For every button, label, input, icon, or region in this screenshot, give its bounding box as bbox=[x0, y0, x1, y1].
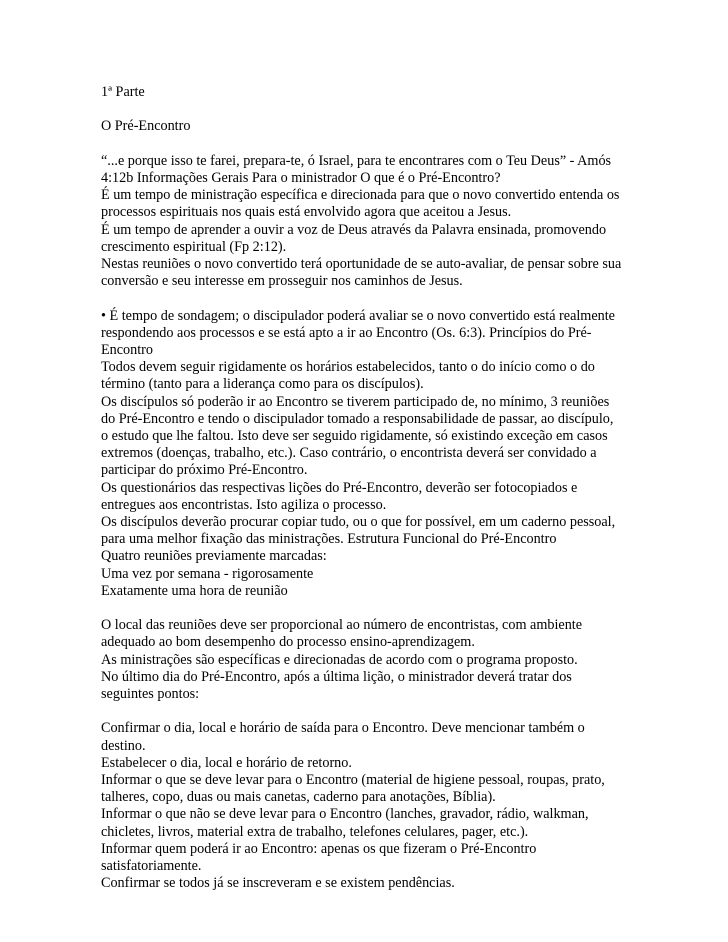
text-line: Estabelecer o dia, local e horário de retorno. bbox=[101, 754, 352, 771]
text-line: entregues aos encontristas. Isto agiliza o processo. bbox=[101, 496, 387, 513]
text-line: para uma melhor fixação das ministrações. Estrutura Funcional do Pré-Encontro bbox=[101, 531, 557, 548]
document-page bbox=[101, 84, 681, 892]
text-line: No último dia do Pré-Encontro, após a última lição, o ministrador deverá tratar dos bbox=[101, 668, 572, 685]
text-line: É um tempo de ministração específica e direcionada para que o novo convertido entenda os bbox=[101, 187, 620, 204]
text-line: conversão e seu interesse em prosseguir nos caminhos de Jesus. bbox=[101, 273, 463, 290]
text-line: Os questionários das respectivas lições do Pré-Encontro, deverão ser fotocopiados e bbox=[101, 479, 578, 496]
text-line: É um tempo de aprender a ouvir a voz de Deus através da Palavra ensinada, promovendo bbox=[101, 221, 607, 238]
blank-line bbox=[101, 290, 681, 307]
text-line: Informar quem poderá ir ao Encontro: apenas os que fizeram o Pré-Encontro bbox=[101, 840, 537, 857]
text-line: Uma vez por semana - rigorosamente bbox=[101, 565, 314, 582]
text-line: Quatro reuniões previamente marcadas: bbox=[101, 548, 327, 565]
text-line: O local das reuniões deve ser proporcional ao número de encontristas, com ambiente bbox=[101, 617, 583, 634]
text-line: destino. bbox=[101, 737, 146, 754]
text-line: processos espirituais nos quais está envolvido agora que aceitou a Jesus. bbox=[101, 204, 512, 221]
blank-line bbox=[101, 136, 681, 153]
text-line: satisfatoriamente. bbox=[101, 858, 202, 875]
blank-line bbox=[101, 600, 681, 617]
text-line: do Pré-Encontro e tendo o discipulador tomado a responsabilidade de passar, ao discípulo, bbox=[101, 410, 614, 427]
text-line: • É tempo de sondagem; o discipulador poderá avaliar se o novo convertido está realmente bbox=[101, 307, 615, 324]
text-line: Exatamente uma hora de reunião bbox=[101, 582, 288, 599]
text-line: Confirmar se todos já se inscreveram e se existem pendências. bbox=[101, 875, 455, 892]
text-line: o estudo que lhe faltou. Isto deve ser seguido rigidamente, só existindo exceção em casos bbox=[101, 428, 608, 445]
text-line: Informar o que se deve levar para o Encontro (material de higiene pessoal, roupas, prato, bbox=[101, 772, 605, 789]
text-line: Todos devem seguir rigidamente os horários estabelecidos, tanto o do início como o do bbox=[101, 359, 595, 376]
text-line: Encontro bbox=[101, 342, 154, 358]
text-line: término (tanto para a liderança como para os discípulos). bbox=[101, 376, 424, 393]
text-line: As ministrações são específicas e direcionadas de acordo com o programa proposto. bbox=[101, 651, 578, 668]
text-line: Os discípulos só poderão ir ao Encontro se tiverem participado de, no mínimo, 3 reuniões bbox=[101, 393, 610, 410]
text-line: Informar o que não se deve levar para o Encontro (lanches, gravador, rádio, walkman, bbox=[101, 806, 589, 823]
text-line: extremos (doenças, trabalho, etc.). Caso contrário, o encontrista deverá ser convidado a bbox=[101, 445, 597, 462]
text-line: seguintes pontos: bbox=[101, 686, 200, 703]
text-line: respondendo aos processos e se está apto a ir ao Encontro (Os. 6:3). Princípios do Pré- bbox=[101, 324, 592, 341]
text-line: Confirmar o dia, local e horário de saída para o Encontro. Deve mencionar também o bbox=[101, 720, 585, 737]
text-line: participar do próximo Pré-Encontro. bbox=[101, 462, 308, 479]
blank-line bbox=[101, 703, 681, 720]
text-line: Nestas reuniões o novo convertido terá oportunidade de se auto-avaliar, de pensar sobre sua bbox=[101, 256, 622, 272]
text-line: chicletes, livros, material extra de trabalho, telefones celulares, pager, etc.). bbox=[101, 823, 529, 840]
text-line: O Pré-Encontro bbox=[101, 118, 191, 135]
blank-line bbox=[101, 101, 681, 118]
text-line: 4:12b Informações Gerais Para o ministrador O que é o Pré-Encontro? bbox=[101, 169, 501, 186]
text-line: adequado ao bom desempenho do processo ensino-aprendizagem. bbox=[101, 634, 475, 651]
text-line: Os discípulos deverão procurar copiar tudo, ou o que for possível, em um caderno pessoal, bbox=[101, 514, 616, 531]
text-line: “...e porque isso te farei, prepara-te, ó Israel, para te encontrares com o Teu Deus” - Amós bbox=[101, 152, 612, 169]
text-line: 1ª Parte bbox=[101, 84, 145, 100]
text-line: talheres, copo, duas ou mais canetas, caderno para anotações, Bíblia). bbox=[101, 789, 496, 806]
text-line: crescimento espiritual (Fp 2:12). bbox=[101, 238, 287, 255]
